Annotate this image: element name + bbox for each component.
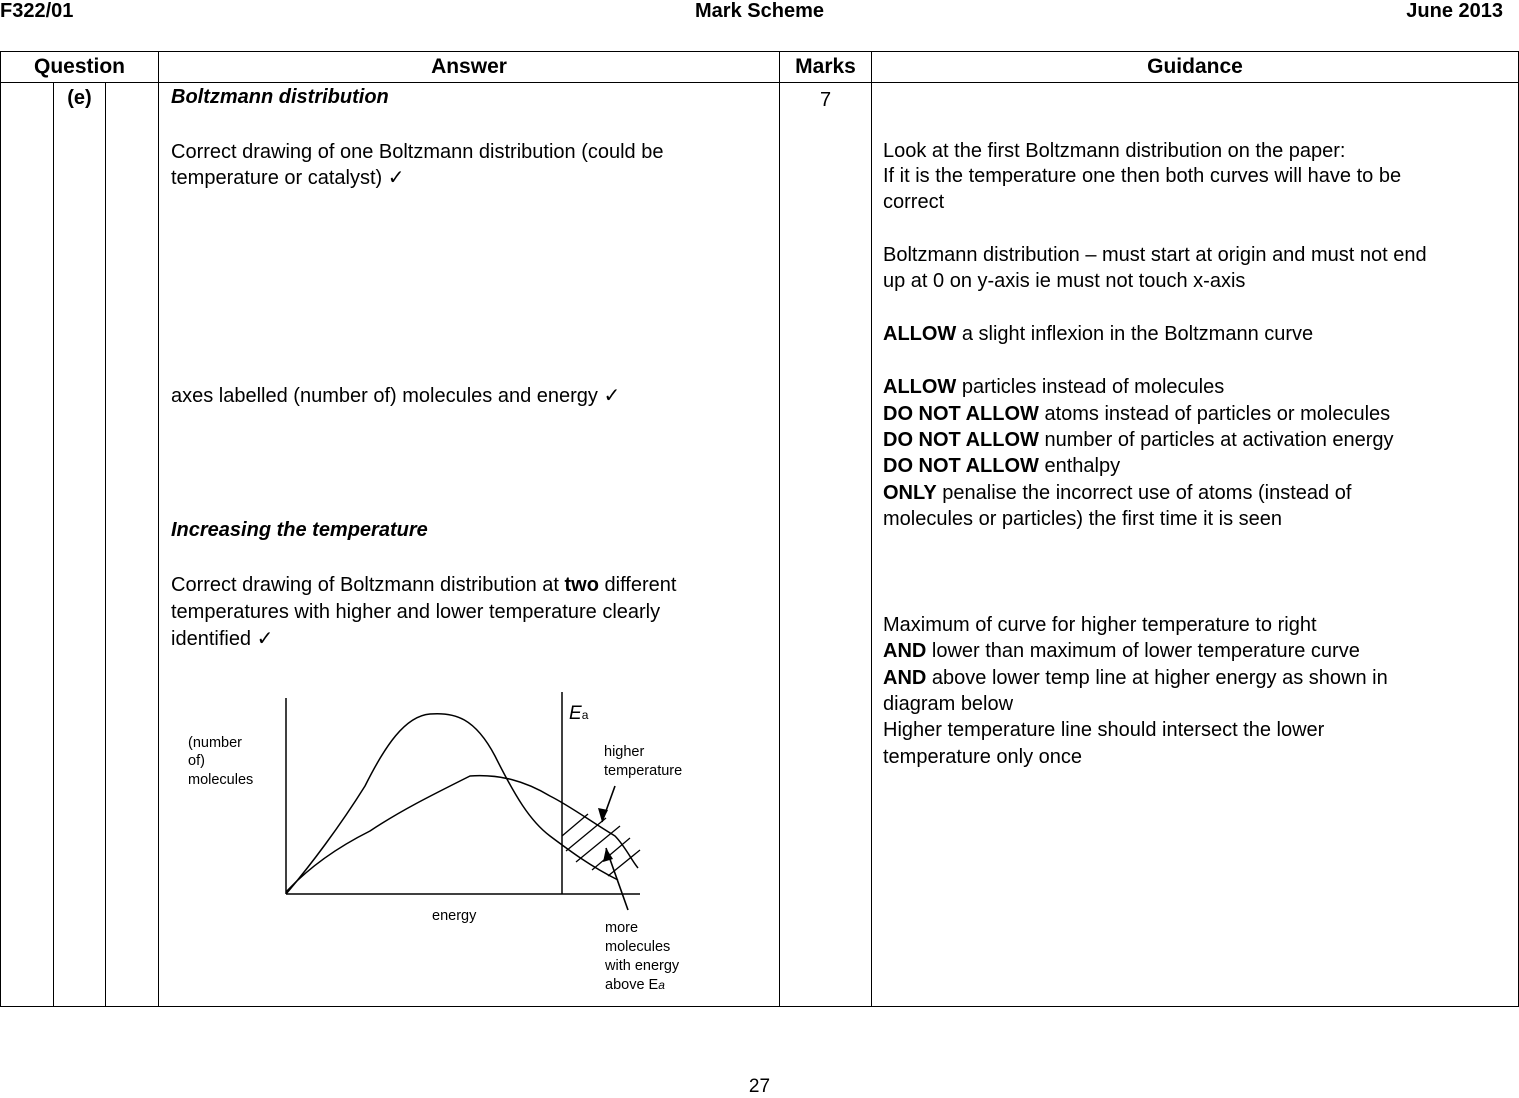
x-axis-label: energy — [432, 908, 477, 924]
guidance-text: above lower temp line at higher energy as shown in — [926, 667, 1388, 689]
more-molecules-label: molecules — [605, 939, 671, 955]
y-axis-label: (number — [188, 735, 242, 751]
ea-label — [569, 701, 588, 728]
guidance-line — [883, 638, 1360, 664]
answer-point: temperatures with higher and lower temperature clearly — [171, 601, 661, 623]
shaded-region — [562, 814, 640, 876]
hatch-line — [592, 838, 630, 870]
guidance-line — [883, 427, 1394, 453]
ea-subscript: a — [658, 978, 665, 992]
answer-point: temperature or catalyst) ✓ — [171, 167, 405, 189]
hatch-line — [566, 818, 606, 851]
guidance-line: correct — [883, 191, 945, 213]
question-subcolumn-divider — [53, 82, 54, 1007]
header-bottom-border — [0, 82, 1519, 83]
guidance-line — [883, 321, 1313, 347]
guidance-text: enthalpy — [1038, 455, 1121, 477]
ea-symbol: E — [569, 703, 582, 724]
answer-heading-temperature: Increasing the temperature — [171, 519, 428, 541]
header-guidance: Guidance — [1147, 55, 1243, 78]
table-bottom-border — [0, 1006, 1519, 1007]
ea-subscript: a — [581, 708, 589, 722]
document-code: F322/01 — [0, 0, 74, 22]
question-part: (e) — [67, 87, 92, 109]
y-axis-label: of) — [188, 753, 205, 769]
guidance-keyword: DO NOT ALLOW — [883, 455, 1039, 477]
answer-emphasis: two — [564, 574, 599, 596]
column-divider — [158, 51, 159, 1007]
more-molecules-label: with energy — [605, 958, 680, 974]
guidance-text: a slight inflexion in the Boltzmann curve — [956, 323, 1314, 345]
guidance-line — [883, 374, 1224, 400]
boltzmann-curves — [270, 686, 690, 916]
guidance-line — [883, 665, 1388, 691]
guidance-line: Maximum of curve for higher temperature to right — [883, 614, 1317, 636]
higher-temperature-label: temperature — [604, 763, 683, 779]
marks-value: 7 — [819, 89, 832, 111]
higher-temperature-curve — [286, 776, 638, 892]
guidance-keyword: ONLY — [883, 482, 937, 504]
guidance-text: penalise the incorrect use of atoms (instead of — [936, 482, 1352, 504]
answer-point — [171, 572, 676, 598]
page-number: 27 — [748, 1076, 771, 1097]
hatch-line — [576, 826, 620, 862]
y-axis-label: molecules — [188, 772, 254, 788]
column-divider — [871, 51, 872, 1007]
guidance-line: up at 0 on y-axis ie must not touch x-axis — [883, 270, 1246, 292]
guidance-line: Higher temperature line should intersect the lower — [883, 719, 1325, 741]
guidance-keyword: DO NOT ALLOW — [883, 403, 1039, 425]
guidance-keyword: ALLOW — [883, 376, 957, 398]
answer-point: axes labelled (number of) molecules and energy ✓ — [171, 385, 621, 407]
guidance-line: Look at the first Boltzmann distribution on the paper: — [883, 140, 1346, 162]
guidance-line: temperature only once — [883, 746, 1083, 768]
lower-temperature-curve — [286, 714, 618, 894]
document-date: June 2013 — [1406, 0, 1503, 22]
hatch-line — [562, 814, 588, 836]
guidance-line — [883, 480, 1351, 506]
guidance-keyword: AND — [883, 640, 927, 662]
answer-text: different — [598, 574, 677, 596]
more-molecules-label — [605, 976, 665, 995]
more-molecules-text: above E — [605, 977, 659, 993]
column-divider — [779, 51, 780, 1007]
guidance-keyword: AND — [883, 667, 927, 689]
guidance-text: lower than maximum of lower temperature curve — [926, 640, 1360, 662]
higher-temperature-label: higher — [604, 744, 645, 760]
more-molecules-label: more — [605, 920, 639, 936]
guidance-text: number of particles at activation energy — [1038, 429, 1394, 451]
header-question: Question — [33, 55, 125, 78]
answer-point: identified ✓ — [171, 628, 274, 650]
guidance-line: molecules or particles) the first time it is seen — [883, 508, 1283, 530]
answer-point: Correct drawing of one Boltzmann distribution (could be — [171, 141, 664, 163]
table-top-border — [0, 51, 1519, 52]
guidance-line — [883, 453, 1120, 479]
guidance-line: diagram below — [883, 693, 1014, 715]
guidance-keyword: ALLOW — [883, 323, 957, 345]
header-marks: Marks — [795, 55, 856, 78]
guidance-text: particles instead of molecules — [956, 376, 1225, 398]
question-subcolumn-divider — [105, 82, 106, 1007]
guidance-line — [883, 401, 1390, 427]
answer-heading-boltzmann: Boltzmann distribution — [171, 86, 389, 108]
document-title: Mark Scheme — [695, 0, 824, 22]
guidance-line: If it is the temperature one then both curves will have to be — [883, 165, 1402, 187]
guidance-text: atoms instead of particles or molecules — [1038, 403, 1391, 425]
guidance-line: Boltzmann distribution – must start at origin and must not end — [883, 244, 1427, 266]
header-answer: Answer — [431, 55, 507, 78]
arrow-head — [598, 808, 608, 822]
guidance-keyword: DO NOT ALLOW — [883, 429, 1039, 451]
arrow-head — [603, 848, 613, 862]
table-left-border — [0, 51, 1, 1007]
answer-text: Correct drawing of Boltzmann distribution at — [171, 574, 565, 596]
